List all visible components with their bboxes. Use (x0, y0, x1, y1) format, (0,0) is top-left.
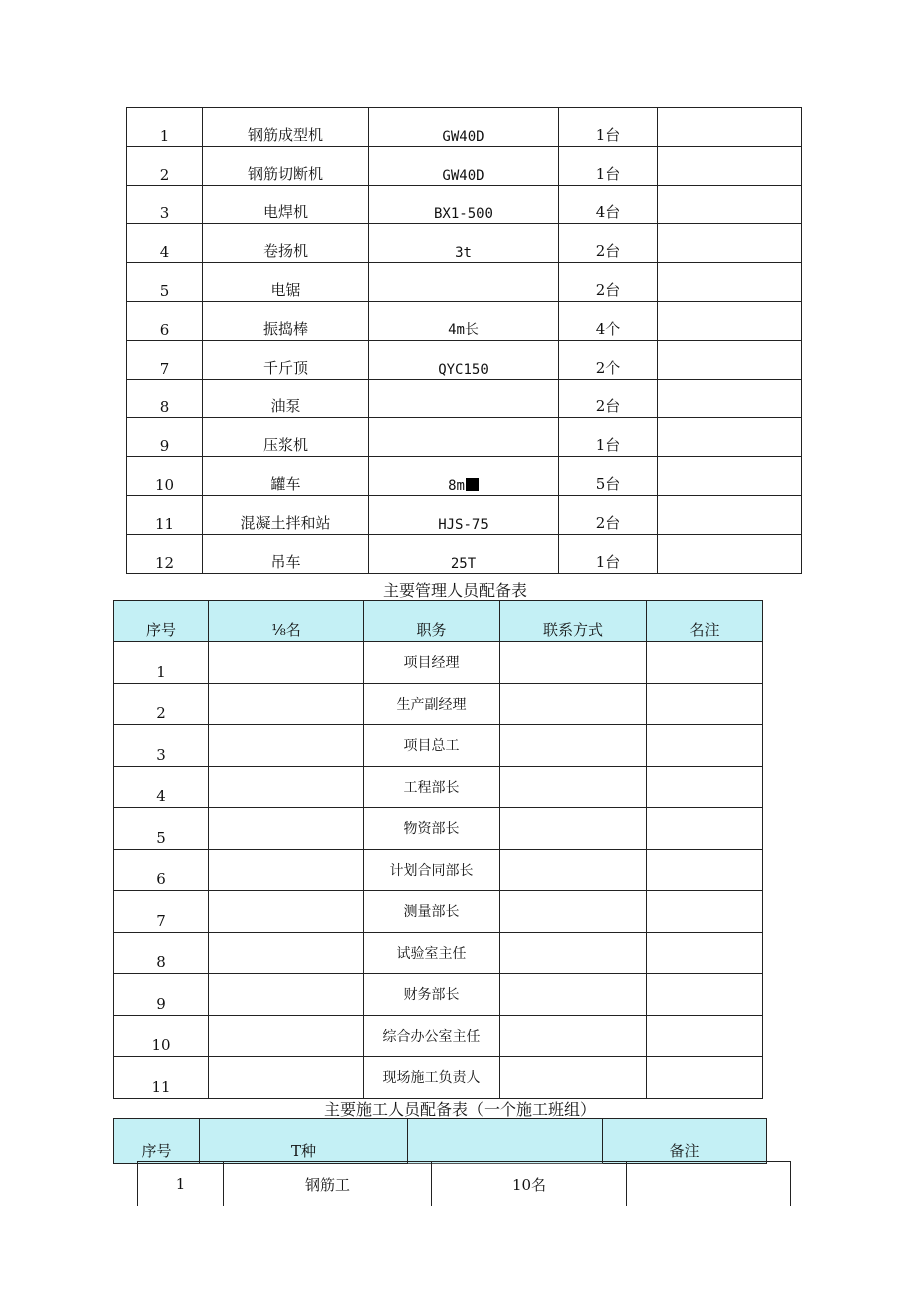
note-cell (647, 1057, 763, 1099)
construction-header-row (114, 1119, 767, 1164)
equipment-note (658, 185, 802, 224)
row-number: 2 (114, 683, 209, 725)
equipment-name-text: 吊车 (270, 552, 301, 571)
equipment-row (127, 379, 802, 418)
equipment-name (203, 379, 369, 418)
note-cell (647, 1015, 763, 1057)
management-row (114, 766, 763, 808)
row-number-text: 10 (154, 475, 175, 494)
management-row (114, 891, 763, 933)
equipment-row (127, 224, 802, 263)
equipment-note (658, 534, 802, 573)
equipment-name (203, 457, 369, 496)
equipment-quantity-text: 4台 (595, 203, 621, 222)
row-number-text: 8 (159, 398, 170, 417)
row-number: 11 (114, 1057, 209, 1099)
equipment-name-text: 钢筋切断机 (247, 164, 323, 183)
equipment-row (127, 108, 802, 147)
row-number-text: 9 (159, 437, 170, 456)
equipment-name (203, 108, 369, 147)
management-row (114, 1057, 763, 1099)
note-cell (647, 683, 763, 725)
equipment-name (203, 418, 369, 457)
row-number (127, 457, 203, 496)
equipment-model (369, 457, 559, 496)
construction-table (137, 1161, 791, 1206)
trade-cell: 钢筋工 (224, 1162, 432, 1207)
equipment-name-text: 卷扬机 (262, 242, 308, 261)
header-cell: 备注 (603, 1119, 767, 1164)
equipment-row (127, 301, 802, 340)
note-cell (647, 891, 763, 933)
management-row (114, 974, 763, 1016)
role-cell: 财务部长 (364, 974, 500, 1016)
equipment-row (127, 495, 802, 534)
equipment-model-text: BX1-500 (433, 206, 493, 223)
name-cell (209, 766, 364, 808)
note-cell (627, 1162, 791, 1207)
equipment-model (369, 185, 559, 224)
equipment-name-text: 混凝土拌和站 (240, 513, 331, 532)
row-number: 3 (114, 725, 209, 767)
equipment-model (369, 379, 559, 418)
contact-cell (500, 683, 647, 725)
filled-square-icon (466, 478, 479, 491)
contact-cell (500, 808, 647, 850)
equipment-quantity-text: 1台 (595, 164, 621, 183)
equipment-quantity-text: 5台 (595, 474, 621, 493)
note-cell (647, 808, 763, 850)
name-cell (209, 725, 364, 767)
row-number (127, 108, 203, 147)
equipment-name (203, 263, 369, 302)
row-number (127, 146, 203, 185)
equipment-name-text: 钢筋成型机 (247, 125, 323, 144)
role-cell: 生产副经理 (364, 683, 500, 725)
equipment-row (127, 457, 802, 496)
role-cell: 测量部长 (364, 891, 500, 933)
name-cell (209, 1015, 364, 1057)
note-cell (647, 642, 763, 684)
row-number: 10 (114, 1015, 209, 1057)
role-cell: 现场施工负责人 (364, 1057, 500, 1099)
row-number (127, 379, 203, 418)
name-cell (209, 683, 364, 725)
note-cell (647, 974, 763, 1016)
name-cell (209, 808, 364, 850)
equipment-row (127, 185, 802, 224)
equipment-name (203, 301, 369, 340)
row-number (127, 224, 203, 263)
row-number-text: 1 (159, 126, 170, 145)
name-cell (209, 891, 364, 933)
management-row (114, 683, 763, 725)
equipment-model-text: GW40D (442, 167, 485, 184)
role-cell: 工程部长 (364, 766, 500, 808)
row-number-text: 12 (154, 553, 175, 572)
equipment-model-text: QYC150 (438, 361, 489, 378)
equipment-quantity (559, 418, 658, 457)
role-cell: 物资部长 (364, 808, 500, 850)
header-cell: 联系方式 (500, 601, 647, 642)
equipment-note (658, 301, 802, 340)
equipment-model-text: HJS-75 (438, 516, 489, 533)
equipment-model (369, 224, 559, 263)
equipment-name-text: 千斤顶 (262, 358, 308, 377)
note-cell (647, 932, 763, 974)
equipment-quantity-text: 2台 (595, 513, 621, 532)
management-row (114, 642, 763, 684)
equipment-quantity (559, 495, 658, 534)
row-number (127, 418, 203, 457)
equipment-model (369, 301, 559, 340)
equipment-quantity (559, 185, 658, 224)
row-number: 4 (114, 766, 209, 808)
header-cell: ⅛名 (209, 601, 364, 642)
note-cell (647, 849, 763, 891)
equipment-quantity (559, 340, 658, 379)
equipment-quantity-text: 2个 (595, 358, 621, 377)
row-number (127, 301, 203, 340)
equipment-row (127, 263, 802, 302)
construction-row (138, 1162, 791, 1207)
equipment-note (658, 146, 802, 185)
header-cell: 职务 (364, 601, 500, 642)
equipment-model-text: 25T (450, 555, 477, 572)
row-number: 7 (114, 891, 209, 933)
management-row (114, 1015, 763, 1057)
equipment-row (127, 534, 802, 573)
row-number: 1 (138, 1162, 224, 1207)
equipment-model (369, 534, 559, 573)
management-row (114, 932, 763, 974)
equipment-row (127, 146, 802, 185)
header-cell: 序号 (114, 601, 209, 642)
name-cell (209, 932, 364, 974)
equipment-name (203, 146, 369, 185)
contact-cell (500, 766, 647, 808)
contact-cell (500, 974, 647, 1016)
row-number (127, 534, 203, 573)
equipment-name-text: 电锯 (270, 280, 301, 299)
equipment-quantity-text: 2台 (595, 397, 621, 416)
row-number (127, 495, 203, 534)
equipment-model (369, 263, 559, 302)
row-number: 1 (114, 642, 209, 684)
header-cell: 名注 (647, 601, 763, 642)
role-cell: 项目经理 (364, 642, 500, 684)
row-number (127, 340, 203, 379)
equipment-name-text: 罐车 (270, 474, 301, 493)
name-cell (209, 849, 364, 891)
contact-cell (500, 932, 647, 974)
role-cell: 计划合同部长 (364, 849, 500, 891)
equipment-quantity-text: 1台 (595, 552, 621, 571)
header-cell (408, 1119, 603, 1164)
name-cell (209, 1057, 364, 1099)
equipment-quantity-text: 1台 (595, 125, 621, 144)
management-row (114, 725, 763, 767)
management-row (114, 849, 763, 891)
equipment-quantity (559, 146, 658, 185)
equipment-note (658, 108, 802, 147)
role-cell: 综合办公室主任 (364, 1015, 500, 1057)
equipment-model-text: 4m长 (448, 321, 479, 338)
equipment-name (203, 495, 369, 534)
name-cell (209, 974, 364, 1016)
row-number-text: 11 (154, 514, 175, 533)
equipment-quantity (559, 301, 658, 340)
management-table (113, 600, 763, 1099)
contact-cell (500, 1057, 647, 1099)
equipment-model-text: 3t (455, 245, 472, 262)
equipment-name-text: 油泵 (270, 397, 301, 416)
equipment-note (658, 379, 802, 418)
equipment-quantity-text: 1台 (595, 436, 621, 455)
equipment-model (369, 108, 559, 147)
row-number (127, 185, 203, 224)
row-number-text: 2 (159, 165, 170, 184)
count-cell: 10名 (432, 1162, 627, 1207)
equipment-row (127, 418, 802, 457)
row-number-text: 3 (159, 204, 170, 223)
equipment-quantity (559, 534, 658, 573)
equipment-model-text: 8m (448, 477, 465, 494)
note-cell (647, 766, 763, 808)
equipment-note (658, 224, 802, 263)
row-number: 5 (114, 808, 209, 850)
equipment-model (369, 418, 559, 457)
equipment-row (127, 340, 802, 379)
contact-cell (500, 642, 647, 684)
equipment-name-text: 压浆机 (262, 436, 308, 455)
equipment-quantity (559, 457, 658, 496)
management-row (114, 808, 763, 850)
equipment-note (658, 418, 802, 457)
equipment-name (203, 224, 369, 263)
equipment-quantity (559, 263, 658, 302)
equipment-quantity-text: 2台 (595, 242, 621, 261)
equipment-model (369, 146, 559, 185)
equipment-name-text: 振捣棒 (262, 319, 308, 338)
name-cell (209, 642, 364, 684)
equipment-note (658, 495, 802, 534)
equipment-model-text: GW40D (442, 128, 485, 145)
equipment-name (203, 534, 369, 573)
management-table-title: 主要管理人员配备表 (382, 581, 527, 600)
equipment-model (369, 495, 559, 534)
equipment-name (203, 340, 369, 379)
equipment-note (658, 263, 802, 302)
header-cell: T种 (200, 1119, 408, 1164)
equipment-quantity-text: 2台 (595, 280, 621, 299)
equipment-quantity (559, 108, 658, 147)
contact-cell (500, 725, 647, 767)
row-number: 9 (114, 974, 209, 1016)
equipment-quantity-text: 4个 (595, 319, 621, 338)
row-number: 8 (114, 932, 209, 974)
role-cell: 项目总工 (364, 725, 500, 767)
equipment-note (658, 340, 802, 379)
header-cell: 序号 (114, 1119, 200, 1164)
row-number-text: 7 (159, 359, 170, 378)
construction-table-header (113, 1118, 767, 1164)
equipment-name (203, 185, 369, 224)
row-number-text: 4 (159, 243, 170, 262)
equipment-table (126, 107, 802, 574)
equipment-quantity (559, 224, 658, 263)
row-number (127, 263, 203, 302)
contact-cell (500, 891, 647, 933)
equipment-name-text: 电焊机 (262, 203, 308, 222)
role-cell: 试验室主任 (364, 932, 500, 974)
row-number-text: 5 (159, 281, 170, 300)
note-cell (647, 725, 763, 767)
row-number: 6 (114, 849, 209, 891)
contact-cell (500, 849, 647, 891)
management-header-row (114, 601, 763, 642)
equipment-note (658, 457, 802, 496)
equipment-quantity (559, 379, 658, 418)
construction-table-title: 主要施工人员配备表（一个施工班组） (323, 1100, 596, 1119)
row-number-text: 6 (159, 320, 170, 339)
contact-cell (500, 1015, 647, 1057)
equipment-model (369, 340, 559, 379)
